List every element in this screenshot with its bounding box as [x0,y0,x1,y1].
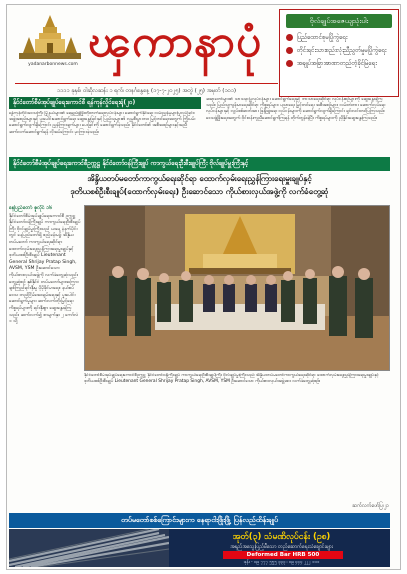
top-right-article-body: ဆရာတော်များ၏ သာသနာပြုလုပ်ငန်းများ ဆောင်ရွက်ရေးနှင့် ဘာသာရေးဆိုင်ရာ လုပ်ငန်းစဉ်များကို ဆွေးနွေးခဲ့ကြသည်။ ပြည်သူ့ကျန်းမာရေးဆိုင်ရာ ကိစ္စရပ်များ၊ ပညာရေး မြှင့်တင်ရေး အစီအစဉ်များ၊ လမ်းတံတား ဆောက်လုပ်ရေးလုပ်ငန်းများနှင့် လျှပ်စစ်ဓာတ်အား ဖြန့်ဖြူးရေး လုပ်ငန်းများကို ဆောင်ရွက်လျက်ရှိကြောင်း ရှင်းလင်းတင်ပြကြသည်။ ဒေသဖွံ့ဖြိုးရေးအတွက် ဝိုင်းဝန်းကူညီဆောင်ရွက်ကြရန် တိုက်တွန်းခဲ့ပြီး ကိစ္စရပ်များကို ညှိနှိုင်းဆွေးနွေးကြသည်။ [206,97,386,121]
top-left-article-body: ရန်ကုန်တိုင်းဒေသကြီး မြို့နယ်များ၏ ရေရှည်ဖွံ့ဖြိုးတိုးတက်ရေးလုပ်ငန်းများ ဆောင်ရွက်နိုင်ရေး လမ်းညွှန်မှုများပြုလုပ်ခြင်း၊ အဖွဲ့အစည်းများနှင့် ပူးပေါင်းဆောင်ရွက်ရေး ဆွေးနွေးခြင်းနှင့် ပြည်သူများ၏ လူမှုစီးပွားဘဝ မြှင့်တင်ရေးအတွက် ကြိုးပမ်းဆောင်ရွက်လျက်ရှိကြောင်း ညွှန်ကြားချက်များ ပေးခြင်းကို ဆောင်ရွက်ခဲ့သည်။ နိုင်ငံတော်၏ အစီအစဉ်များနှင့်အညီ ဆက်လက်ဆောင်ရွက်ရန် လိုအပ်ကြောင်း မှာကြားခဲ့သည်။ [9,111,196,135]
photo-caption: နိုင်ငံတော်စီမံအုပ်ချုပ်ရေးကောင်စီဥက္ကဋ္ဌ နိုင်ငံတော်ဝန်ကြီးချုပ် ကာကွယ်ရေးဦးစီးချုပ်ကြီး ဗိုလ်ချုပ်မှူးကြီးသည် အိန္ဒိယတပ်မတော်ကာကွယ်ရေးဆိုင်ရာ ထောက်လှမ်းရေးညွှန်ကြားရေးမှူးချုပ်နှင့် ဒုတိယစစ်ဦးစီးချုပ် Lieutenant General Shrijay Pratap Singh, AVSM, YSM ဦးဆောင်သော ကိုယ်စားလှယ်အဖွဲ့အား လက်ခံတွေ့ဆုံစဉ်။ [84,373,379,384]
top-left-article-title[interactable]: နိုင်ငံတော်စီမံအုပ်ချုပ်ရေးကောင်စီ ရန်ကုန်လှိုင်ရေးရုံ(၂၀) [9,97,201,109]
steel-bars-image [9,529,169,567]
meeting-photo-image [85,206,390,371]
three-causes-item-text: တိုင်းရင်းသားစည်းလုံးညီညွတ်မှုမပြိုကွဲရေး [297,47,387,54]
ad-tagline: အရည်အသွေးပြည့်မီသော တည်ဆောက်ရေးသံချောင်းများ [230,544,333,550]
lead-article-column [9,205,81,515]
three-causes-item [280,57,398,70]
ad-title: အုတ်(၃) သံမဏိလုပ်ငန်း (ဥစ) [232,532,331,542]
steel-advertisement[interactable] [9,529,390,567]
three-causes-box [279,9,399,97]
lead-subhead-line-2: ဒုတိယစစ်ဦးစီးချုပ်(ထောက်လှမ်းရေး) ဦးဆောင်သော ကိုယ်စားလှယ်အဖွဲ့ကို လက်ခံတွေ့ဆုံ [70,187,329,196]
issue-dateline: ၁၁၁၁ ခုနှစ်၊ ဝါဆိုလဆန်း ၁ ရက်၊ တနင်္ဂနွေနေ့ (၁၇-၇-၂၀၂၅) အတွဲ (၂၅) အမှတ် (၁၀၁) [56,88,237,94]
three-causes-item-text: အချုပ်အခြာအာဏာတည်တံ့ခိုင်မြဲရေး [297,60,377,67]
pagoda-crest-icon [19,13,81,61]
three-causes-item [280,44,398,57]
ad-contact: ဖုန်း - ၀၉ ၇၇၇ ၅၅၅ ၃၃၃ ၊ ၀၉ ၄၄၄ ၂၂၂ ၁၁၁ [243,560,320,565]
secondary-headline-banner[interactable]: တပ်မတော်စစ်ကြောင်းများက နေရာငါးဖြိုးဖြို့ ပြန်လည်ထိန်းချုပ် [9,513,390,528]
bullet-icon [286,60,293,67]
lead-photo [84,205,390,371]
lead-headline-banner[interactable]: နိုင်ငံတော်စီမံအုပ်ချုပ်ရေးကောင်စီဥက္ကဋ္ဌ နိုင်ငံတော်ဝန်ကြီးချုပ် ကာကွယ်ရေးဦးစီးချုပ်ကြီး ဗိုလ်ချုပ်မှူးကြီးနှင့် [9,157,390,171]
three-causes-item [280,31,398,44]
newspaper-title: ၾကာနာပုံ [87,16,263,67]
website-url[interactable]: yadanarbonnews.com [28,62,78,67]
top-left-article [9,97,201,153]
lead-subhead-line-1: အိန္ဒိယတပ်မတော်ကာကွယ်ရေးဆိုင်ရာ ထောက်လှမ်းရေးညွှန်ကြားရေးမှူးချုပ်နှင့် [87,174,312,183]
bullet-icon [286,47,293,54]
masthead-rule [15,83,278,84]
newspaper-page [6,4,401,570]
crest-logo [19,13,81,61]
bullet-icon [286,34,293,41]
three-causes-heading: ဗိုလ်ချုပ်အဇေယျသုံးပါး [286,14,392,28]
article-byline: နေပြည်တော် ဇူလိုင် ၁၆ [9,205,53,211]
continued-page-ref: ဆက်လက်ဖော်ပြ၊၂၁ [352,503,389,509]
article-body: နိုင်ငံတော်စီမံအုပ်ချုပ်ရေးကောင်စီ ဥက္ကဋ္ဌ နိုင်ငံတော်ဝန်ကြီးချုပ် ကာကွယ်ရေးဦးစီးချုပ်ကြီး ဗိုလ်ချုပ်မှူးကြီးသည် ယနေ့ နံနက်ပိုင်းတွင် နေပြည်တော်ရှိ ဧည့်ခန်းမ၌ အိန္ဒိယတပ်မတော် ကာကွယ်ရေးဆိုင်ရာ ထောက်လှမ်းရေးညွှန်ကြားရေးမှူးချုပ်နှင့် ဒုတိယစစ်ဦးစီးချုပ် Lieutenant General Shrijay Pratap Singh, AVSM, YSM ဦးဆောင်သော ကိုယ်စားလှယ်အဖွဲ့ကို လက်ခံတွေ့ဆုံသည်။ တွေ့ဆုံစဉ် နှစ်နိုင်ငံ တပ်မတော်များအကြား ချစ်ကြည်ရင်းနှီးမှု ပိုမိုခိုင်မာရေး၊ နယ်စပ်ဒေသ တည်ငြိမ်အေးချမ်းရေးနှင့် ပူးပေါင်းဆောင်ရွက်မှုများ ဆက်လက်တိုးမြှင့်ရေး ကိစ္စရပ်များကို ရင်းနှီးစွာ ဆွေးနွေးခဲ့ကြသည်။ ဆက်လက်၍ စာမျက်နှာ ၂ ကော်လံ ၁ သို့ [9,213,81,325]
ad-product-badge: Deformed Bar HRB 500 [223,551,343,559]
three-causes-item-text: ပြည်ထောင်စုမပြိုကွဲရေး [297,34,348,41]
